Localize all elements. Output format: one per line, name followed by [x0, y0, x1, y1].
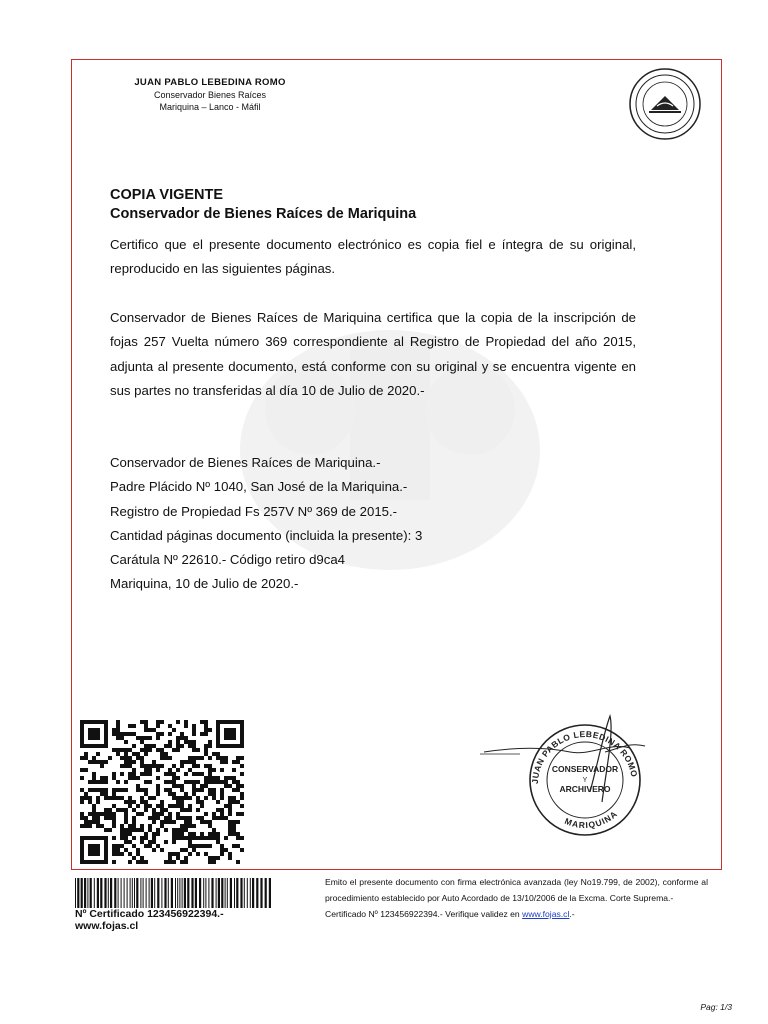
stamp-inner-line1: CONSERVADOR — [551, 764, 619, 774]
conservator-name: JUAN PABLO LEBEDINA ROMO — [134, 77, 286, 88]
info-line: Padre Plácido Nº 1040, San José de la Mariquina.- — [110, 479, 408, 495]
info-line: Registro de Propiedad Fs 257V Nº 369 de 2015.- — [110, 503, 398, 519]
info-line: Conservador de Bienes Raíces de Mariquina.- — [110, 455, 381, 470]
info-line: Mariquina, 10 de Julio de 2020.- — [110, 576, 299, 592]
validity-paragraph: Conservador de Bienes Raíces de Mariquina certifica que la copia de la inscripción de fojas 257 Vuelta número 369 correspondiente al Registro de Propiedad del año 2015, adjunta al presente documento, está conforme con su original y se encuentra vigente en sus partes no transferidas al día 10 de Julio de 2020.- — [110, 310, 636, 398]
stamp-inner-line3: ARCHIVERO — [559, 784, 611, 794]
signature-legal-text: Emito el presente documento con firma electrónica avanzada (ley No19.799, de 2002), conforme al procedimiento establecido por Auto Acordado de 13/10/2006 de la Excma. Corte Suprema.- — [325, 877, 708, 903]
info-line: Cantidad páginas documento (incluida la presente): 3 — [110, 527, 423, 543]
title-conservador: Conservador de Bienes Raíces de Mariquina — [110, 206, 417, 222]
page-number: Pag: 1/3 — [700, 1002, 732, 1012]
stamp-outer-text: JUAN PABLO LEBEDINA ROMO — [529, 728, 640, 785]
document-title — [110, 186, 416, 224]
office-header — [110, 77, 310, 112]
svg-text:MARIQUINA — [563, 808, 619, 830]
certificate-number: Nº Certificado 123456922394.- — [75, 908, 224, 920]
signature-stamp — [480, 712, 660, 842]
info-line: Carátula Nº 22610.- Código retiro d9ca4 — [110, 552, 345, 568]
electronic-signature-note — [325, 874, 708, 922]
official-seal-icon — [627, 66, 703, 142]
office-locations: Mariquina – Lanco - Máfil — [159, 102, 261, 112]
website-label: www.fojas.cl — [75, 919, 139, 932]
verify-prefix: Certificado Nº 123456922394.- Verifique validez en — [325, 909, 523, 919]
barcode-icon — [75, 878, 273, 908]
verify-suffix: .- — [569, 909, 575, 919]
stamp-inner-line2: Y — [582, 777, 588, 784]
qr-code-icon — [80, 720, 244, 864]
verify-line — [325, 906, 708, 922]
registry-info — [110, 451, 422, 597]
stamp-bottom-text: MARIQUINA — [563, 808, 620, 831]
certification-paragraph: Certifico que el presente documento electrónico es copia fiel e íntegra de su original, reproducido en las siguientes páginas. — [110, 237, 636, 277]
certificate-info — [75, 909, 224, 932]
office-name: Conservador Bienes Raíces — [153, 90, 267, 100]
verify-link[interactable]: www.fojas.cl — [522, 909, 570, 919]
title-copia-vigente: COPIA VIGENTE — [110, 187, 224, 203]
